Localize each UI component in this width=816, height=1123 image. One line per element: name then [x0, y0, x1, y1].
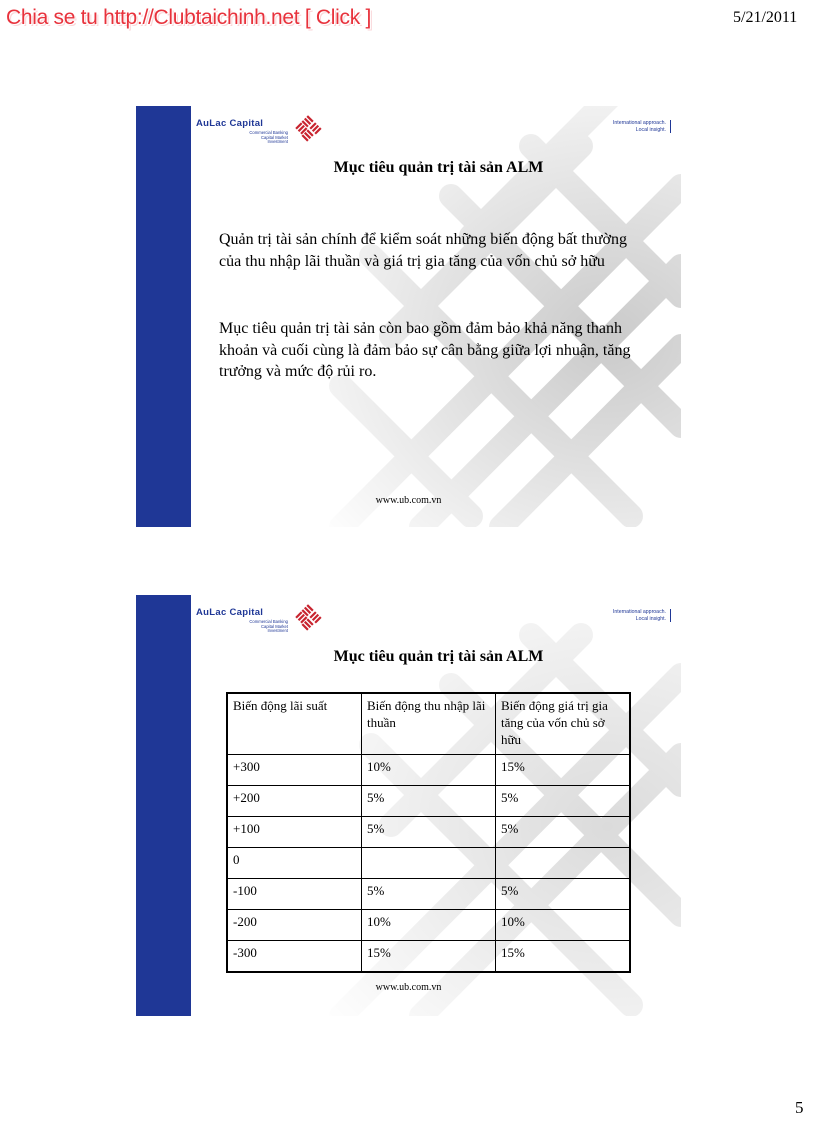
- table-cell: +300: [227, 755, 361, 786]
- table-cell: -300: [227, 941, 361, 973]
- table-header-cell: Biến động giá trị gia tăng của vốn chủ sở hữu: [496, 693, 631, 755]
- brand-tagline: International approach. Local insight.: [613, 120, 671, 133]
- aulac-capital-logo: AuLac Capital Commercial Banking Capital Market Investment: [196, 603, 326, 645]
- slide-title: Mục tiêu quản trị tài sản ALM: [333, 648, 544, 665]
- print-date: 5/21/2011: [733, 9, 798, 26]
- slide-1: [136, 106, 681, 527]
- table-row: [227, 817, 630, 848]
- alm-sensitivity-table: [226, 692, 631, 973]
- table-cell: -200: [227, 910, 361, 941]
- page-number: 5: [795, 1098, 804, 1117]
- table-cell: [361, 848, 495, 879]
- slide-sidebar: [136, 595, 191, 1016]
- diamond-logo-icon: [294, 114, 322, 142]
- table-cell: 10%: [361, 910, 495, 941]
- slide-footer-url: www.ub.com.vn: [375, 982, 442, 993]
- table-cell: 15%: [496, 941, 631, 973]
- slide-footer-url: www.ub.com.vn: [375, 495, 442, 506]
- aulac-capital-logo: AuLac Capital Commercial Banking Capital Market Investment: [196, 114, 326, 156]
- table-cell: [496, 848, 631, 879]
- table-row: [227, 910, 630, 941]
- table-cell: 15%: [496, 755, 631, 786]
- table-cell: 10%: [496, 910, 631, 941]
- table-cell: +100: [227, 817, 361, 848]
- paragraph-1: Quản trị tài sản chính để kiểm soát những biến động bất thường của thu nhập lãi thuần và giá trị gia tăng của vốn chủ sở hữu: [219, 231, 627, 270]
- table-cell: -100: [227, 879, 361, 910]
- table-header-cell: Biến động lãi suất: [227, 693, 361, 755]
- table-cell: 10%: [361, 755, 495, 786]
- table-cell: 5%: [361, 879, 495, 910]
- table-row: [227, 786, 630, 817]
- table-cell: 5%: [361, 817, 495, 848]
- table-row: [227, 848, 630, 879]
- table-cell: 5%: [496, 879, 631, 910]
- slide-sidebar: [136, 106, 191, 527]
- table-header-cell: Biến động thu nhập lãi thuần: [361, 693, 495, 755]
- table-row: [227, 879, 630, 910]
- slide-2: [136, 595, 681, 1016]
- table-row: [227, 755, 630, 786]
- table-row: [227, 941, 630, 973]
- slide-title: Mục tiêu quản trị tài sản ALM: [333, 159, 544, 176]
- brand-tagline: International approach. Local insight.: [613, 609, 671, 622]
- table-cell: 5%: [496, 817, 631, 848]
- diamond-logo-icon: [294, 603, 322, 631]
- table-cell: 5%: [361, 786, 495, 817]
- table-cell: +200: [227, 786, 361, 817]
- table-cell: 5%: [496, 786, 631, 817]
- paragraph-2: Mục tiêu quản trị tài sản còn bao gồm đảm bảo khả năng thanh khoản và cuối cùng là đảm bảo sự cân bằng giữa lợi nhuận, tăng trưởng và mức độ rủi ro.: [219, 320, 631, 380]
- table-cell: 15%: [361, 941, 495, 973]
- watermark-link[interactable]: Chia se tu http://Clubtaichinh.net [ Click ]: [6, 6, 371, 29]
- table-cell: 0: [227, 848, 361, 879]
- table-header-row: [227, 693, 630, 755]
